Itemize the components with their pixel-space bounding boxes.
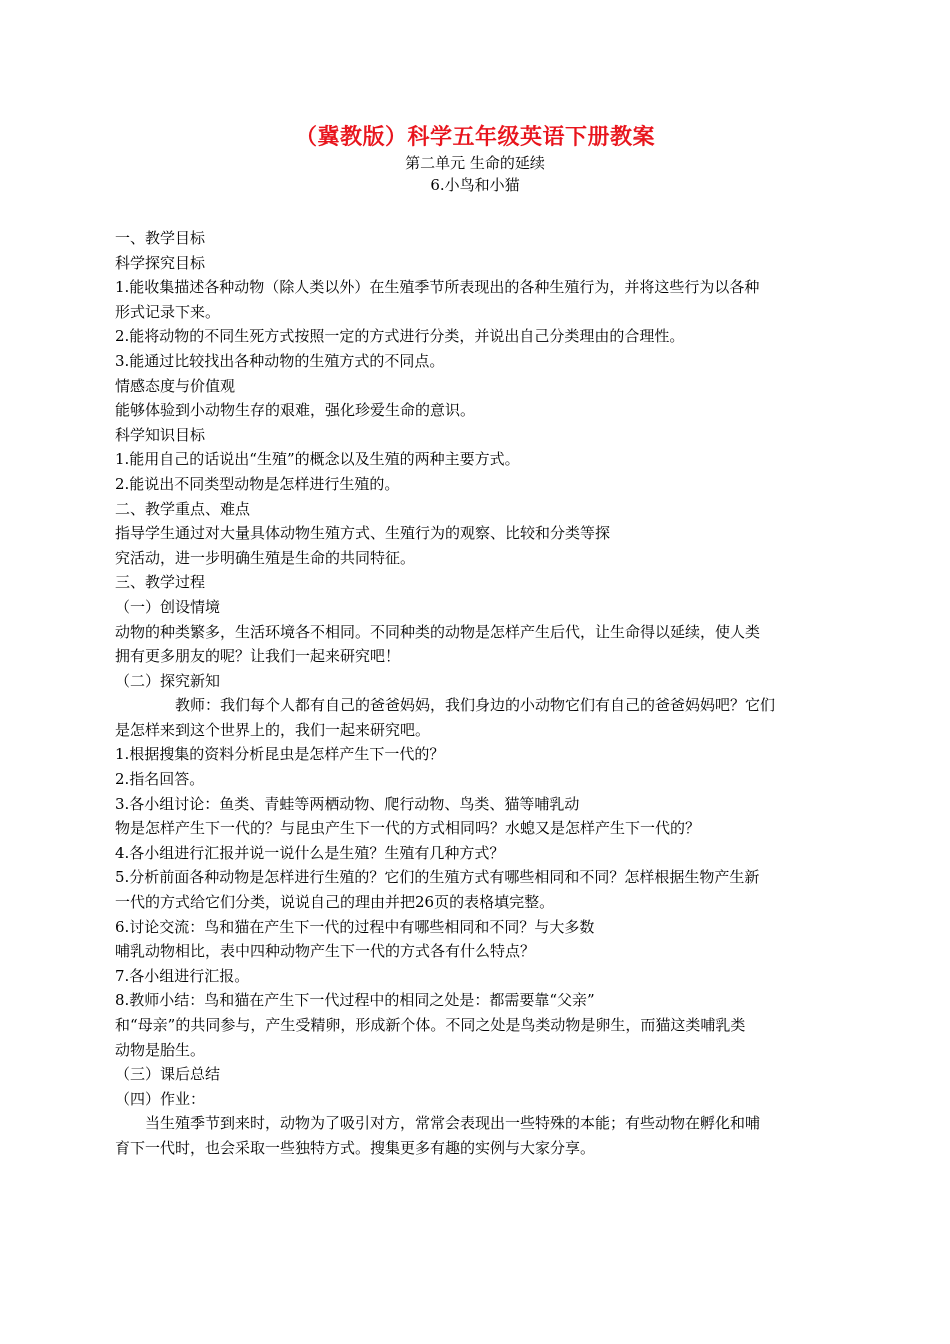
text-line: （四）作业： [115, 1089, 206, 1108]
text-line: 一、教学目标 [115, 229, 206, 247]
text-line: 教师：我们每个人都有自己的爸爸妈妈，我们身边的小动物它们有自己的爸爸妈妈吧？它们 [175, 696, 776, 715]
text-line: 1.能用自己的话说出“生殖”的概念以及生殖的两种主要方式。 [115, 450, 520, 469]
text-line: 哺乳动物相比，表中四种动物产生下一代的方式各有什么特点？ [115, 942, 536, 961]
text-line: 科学探究目标 [115, 253, 206, 272]
text-line: 能够体验到小动物生存的艰难，强化珍爱生命的意识。 [115, 401, 476, 420]
text-line: 和“母亲”的共同参与，产生受精卵，形成新个体。不同之处是鸟类动物是卵生，而猫这类哺乳类 [115, 1016, 746, 1034]
text-line: 二、教学重点、难点 [115, 499, 251, 518]
text-line: 当生殖季节到来时，动物为了吸引对方，常常会表现出一些特殊的本能；有些动物在孵化和哺 [145, 1114, 761, 1133]
text-line: 2.能将动物的不同生死方式按照一定的方式进行分类，并说出自己分类理由的合理性。 [115, 327, 685, 346]
text-line: 三、教学过程 [115, 573, 206, 592]
text-line: （三）课后总结 [115, 1065, 221, 1084]
text-line: 3.能通过比较找出各种动物的生殖方式的不同点。 [115, 351, 445, 370]
text-line: 是怎样来到这个世界上的，我们一起来研究吧。 [115, 720, 431, 739]
text-line: 动物是胎生。 [115, 1040, 206, 1059]
document-title: （冀教版）科学五年级英语下册教案 [294, 124, 655, 150]
text-line: 8.教师小结：鸟和猫在产生下一代过程中的相同之处是：都需要靠“父亲” [115, 991, 595, 1010]
text-line: （二）探究新知 [115, 671, 221, 690]
text-line: 3.各小组讨论：鱼类、青蛙等两栖动物、爬行动物、鸟类、猫等哺乳动 [115, 794, 580, 813]
text-line: 7.各小组进行汇报。 [115, 966, 250, 985]
text-line: 物是怎样产生下一代的？与昆虫产生下一代的方式相同吗？水螅又是怎样产生下一代的？ [115, 819, 701, 838]
text-line: 6.讨论交流：鸟和猫在产生下一代的过程中有哪些相同和不同？与大多数 [115, 917, 595, 936]
text-line: 一代的方式给它们分类，说说自己的理由并把26页的表格填完整。 [115, 893, 555, 912]
unit-heading: 第二单元 生命的延续 [405, 154, 545, 172]
text-line: 1.能收集描述各种动物（除人类以外）在生殖季节所表现出的各种生殖行为，并将这些行为以各种 [115, 278, 760, 297]
text-line: （一）创设情境 [115, 597, 221, 616]
text-line: 科学知识目标 [115, 425, 206, 444]
text-line: 5.分析前面各种动物是怎样进行生殖的？它们的生殖方式有哪些相同和不同？怎样根据生物产生新 [115, 868, 760, 887]
text-line: 4.各小组进行汇报并说一说什么是生殖？生殖有几种方式？ [115, 843, 505, 862]
text-line: 拥有更多朋友的呢？让我们一起来研究吧！ [115, 647, 401, 666]
text-line: 动物的种类繁多，生活环境各不相同。不同种类的动物是怎样产生后代，让生命得以延续，使人类 [115, 622, 761, 641]
text-line: 究活动，进一步明确生殖是生命的共同特征。 [115, 548, 416, 567]
lesson-heading: 6.小鸟和小猫 [430, 176, 520, 194]
text-line: 情感态度与价值观 [115, 376, 236, 395]
text-line: 指导学生通过对大量具体动物生殖方式、生殖行为的观察、比较和分类等探 [115, 524, 611, 543]
text-line: 1.根据搜集的资料分析昆虫是怎样产生下一代的？ [115, 745, 445, 764]
document-body [115, 226, 837, 1161]
text-line: 2.能说出不同类型动物是怎样进行生殖的。 [115, 474, 400, 493]
text-line: 育下一代时，也会采取一些独特方式。搜集更多有趣的实例与大家分享。 [115, 1138, 596, 1157]
text-line: 2.指名回答。 [115, 770, 205, 789]
text-line: 形式记录下来。 [115, 302, 221, 321]
